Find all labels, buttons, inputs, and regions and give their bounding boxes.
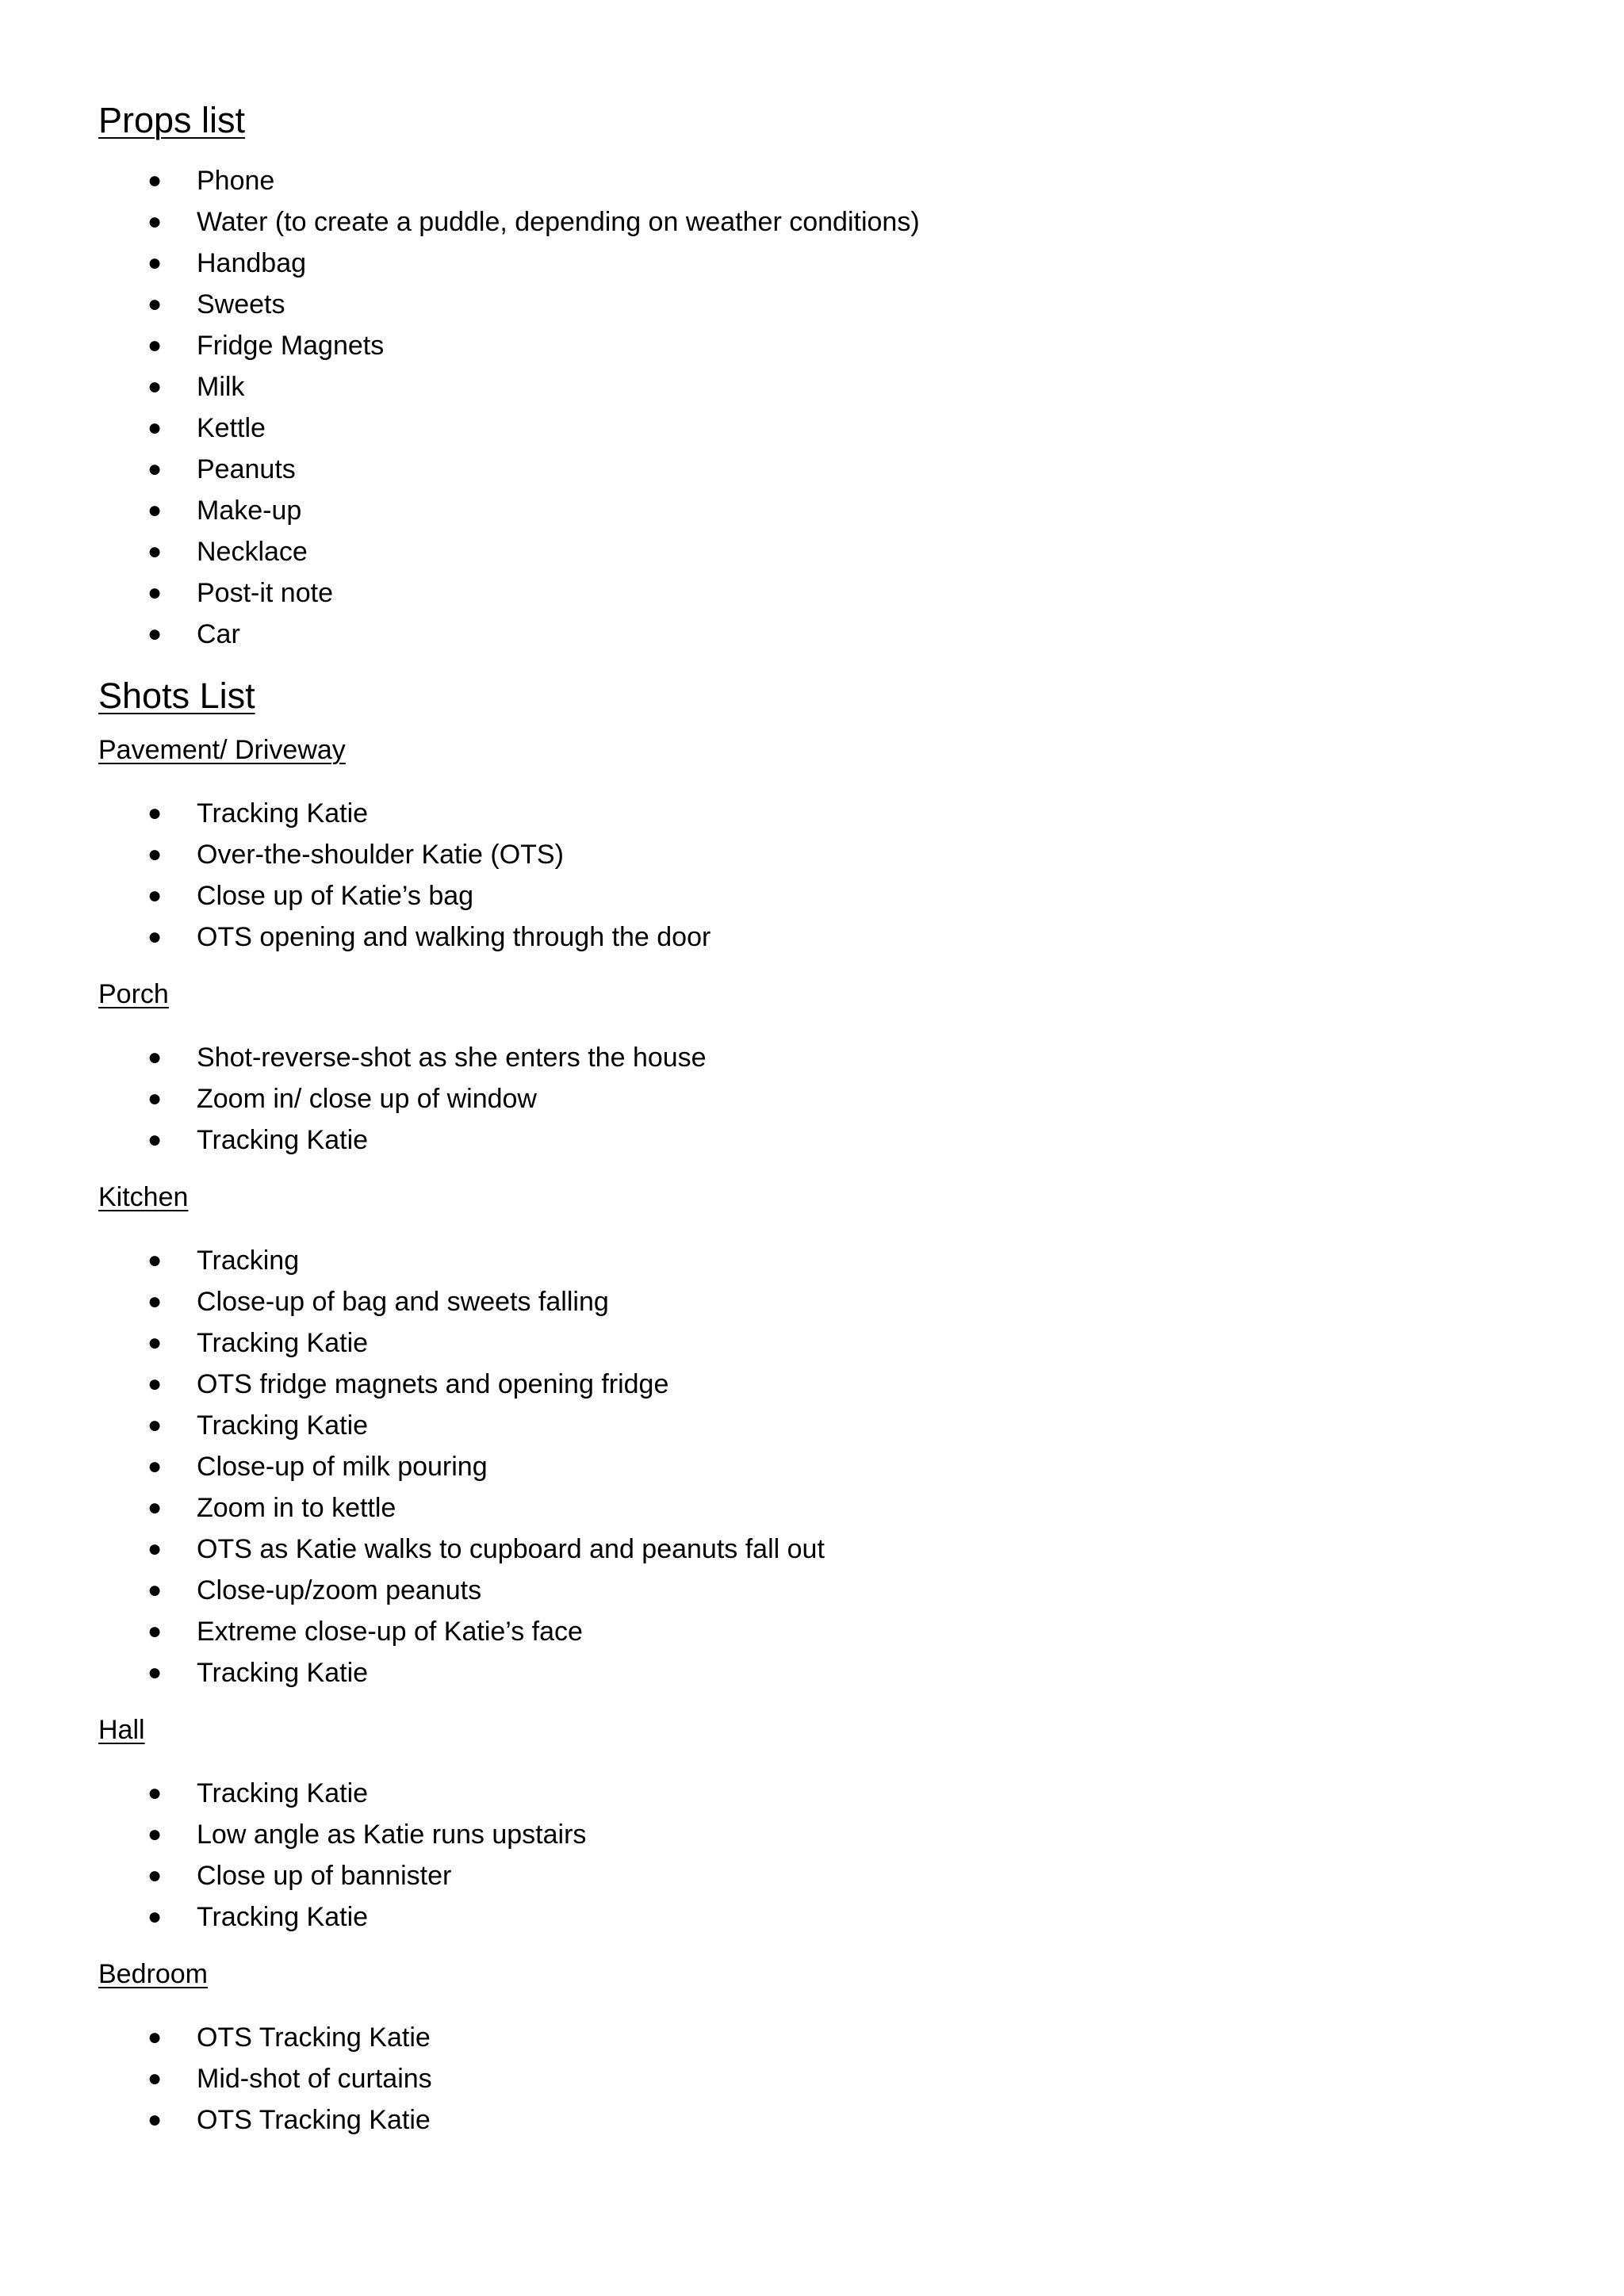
bullet-icon: ●	[147, 1618, 163, 1644]
bullet-icon: ●	[147, 1044, 163, 1070]
list-item-text: Make-up	[197, 496, 302, 526]
shot-group	[98, 1711, 1526, 1938]
bullet-icon: ●	[147, 373, 163, 400]
list-item	[98, 160, 1526, 201]
list-item-text: Shot-reverse-shot as she enters the house	[197, 1043, 707, 1073]
list-item	[98, 2058, 1526, 2099]
list-item-text: Post-it note	[197, 578, 333, 608]
bullet-icon: ●	[147, 497, 163, 523]
shot-group	[98, 1178, 1526, 1693]
list-item-text: Tracking Katie	[197, 1328, 369, 1358]
list-item-text: Milk	[197, 372, 245, 402]
bullet-icon: ●	[147, 538, 163, 564]
list-item	[98, 2099, 1526, 2141]
list-item	[98, 1240, 1526, 1281]
list-item	[98, 1570, 1526, 1611]
shot-group-list	[98, 1037, 1526, 1161]
bullet-icon: ●	[147, 2024, 163, 2050]
bullet-icon: ●	[147, 841, 163, 867]
bullet-icon: ●	[147, 1536, 163, 1562]
bullet-icon: ●	[147, 456, 163, 482]
bullet-icon: ●	[147, 924, 163, 950]
list-item-text: Tracking Katie	[197, 1410, 369, 1441]
bullet-icon: ●	[147, 1577, 163, 1603]
list-item	[98, 490, 1526, 531]
list-item	[98, 1855, 1526, 1896]
shot-group-title: Pavement/ Driveway	[98, 735, 346, 765]
list-item-text: Fridge Magnets	[197, 331, 385, 361]
list-item	[98, 614, 1526, 655]
list-item	[98, 1814, 1526, 1855]
bullet-icon: ●	[147, 621, 163, 647]
list-item	[98, 531, 1526, 572]
bullet-icon: ●	[147, 800, 163, 826]
list-item	[98, 1037, 1526, 1078]
list-item-text: Sweets	[197, 289, 285, 320]
list-item-text: Low angle as Katie runs upstairs	[197, 1820, 587, 1850]
shots-list-heading: Shots List	[98, 675, 255, 716]
list-item	[98, 1281, 1526, 1322]
list-item-text: Necklace	[197, 537, 308, 567]
list-item-text: Kettle	[197, 413, 266, 443]
bullet-icon: ●	[147, 1085, 163, 1112]
list-item	[98, 916, 1526, 958]
bullet-icon: ●	[147, 580, 163, 606]
bullet-icon: ●	[147, 167, 163, 193]
list-item	[98, 366, 1526, 408]
bullet-icon: ●	[147, 1904, 163, 1930]
list-item-text: Zoom in to kettle	[197, 1493, 396, 1523]
bullet-icon: ●	[147, 1330, 163, 1356]
bullet-icon: ●	[147, 1862, 163, 1888]
list-item	[98, 408, 1526, 449]
bullet-icon: ●	[147, 1412, 163, 1438]
list-item	[98, 1322, 1526, 1364]
props-list	[98, 160, 1526, 655]
bullet-icon: ●	[147, 1247, 163, 1273]
list-item-text: OTS opening and walking through the door	[197, 922, 711, 952]
bullet-icon: ●	[147, 291, 163, 317]
list-item-text: OTS as Katie walks to cupboard and peanuts fall out	[197, 1534, 825, 1564]
shot-group	[98, 1955, 1526, 2141]
bullet-icon: ●	[147, 1453, 163, 1479]
list-item	[98, 1119, 1526, 1161]
shot-group-list	[98, 793, 1526, 958]
list-item-text: Water (to create a puddle, depending on weather conditions)	[197, 207, 920, 237]
list-item	[98, 1896, 1526, 1938]
list-item-text: Mid-shot of curtains	[197, 2064, 432, 2094]
list-item-text: Peanuts	[197, 454, 296, 484]
list-item	[98, 1611, 1526, 1652]
shot-group-title: Hall	[98, 1715, 145, 1745]
shot-groups	[98, 731, 1526, 2141]
list-item	[98, 1405, 1526, 1446]
list-item-text: Over-the-shoulder Katie (OTS)	[197, 840, 564, 870]
list-item-text: Tracking Katie	[197, 1778, 369, 1808]
shot-group	[98, 731, 1526, 958]
list-item-text: OTS fridge magnets and opening fridge	[197, 1369, 669, 1399]
shot-group-list	[98, 1773, 1526, 1938]
list-item-text: Close-up of bag and sweets falling	[197, 1287, 609, 1317]
bullet-icon: ●	[147, 332, 163, 358]
bullet-icon: ●	[147, 1821, 163, 1847]
list-item	[98, 284, 1526, 325]
bullet-icon: ●	[147, 209, 163, 235]
list-item-text: Extreme close-up of Katie’s face	[197, 1617, 583, 1647]
bullet-icon: ●	[147, 1780, 163, 1806]
list-item-text: Close-up/zoom peanuts	[197, 1575, 482, 1605]
bullet-icon: ●	[147, 1127, 163, 1153]
list-item	[98, 793, 1526, 834]
list-item	[98, 201, 1526, 243]
shot-group	[98, 975, 1526, 1161]
bullet-icon: ●	[147, 1288, 163, 1314]
list-item-text: Zoom in/ close up of window	[197, 1084, 537, 1114]
bullet-icon: ●	[147, 1659, 163, 1686]
list-item	[98, 1446, 1526, 1487]
list-item-text: Close up of Katie’s bag	[197, 881, 474, 911]
list-item-text: Close up of bannister	[197, 1861, 452, 1891]
list-item	[98, 1487, 1526, 1529]
list-item-text: Handbag	[197, 248, 307, 278]
list-item-text: Car	[197, 619, 240, 649]
list-item	[98, 1364, 1526, 1405]
list-item-text: Tracking	[197, 1246, 300, 1276]
list-item	[98, 1773, 1526, 1814]
bullet-icon: ●	[147, 1494, 163, 1521]
list-item	[98, 834, 1526, 875]
shot-group-title: Porch	[98, 979, 169, 1009]
list-item-text: Close-up of milk pouring	[197, 1452, 488, 1482]
shot-group-list	[98, 1240, 1526, 1693]
bullet-icon: ●	[147, 2107, 163, 2133]
list-item	[98, 1078, 1526, 1119]
list-item-text: Tracking Katie	[197, 1125, 369, 1155]
bullet-icon: ●	[147, 882, 163, 909]
props-list-heading: Props list	[98, 100, 246, 140]
list-item-text: Phone	[197, 166, 275, 196]
shot-group-title: Kitchen	[98, 1182, 189, 1212]
list-item	[98, 1529, 1526, 1570]
list-item	[98, 572, 1526, 614]
shot-group-title: Bedroom	[98, 1959, 208, 1989]
bullet-icon: ●	[147, 2065, 163, 2091]
list-item	[98, 243, 1526, 284]
list-item-text: Tracking Katie	[197, 1902, 369, 1932]
list-item	[98, 1652, 1526, 1693]
list-item-text: OTS Tracking Katie	[197, 2105, 431, 2135]
bullet-icon: ●	[147, 250, 163, 276]
list-item-text: Tracking Katie	[197, 798, 369, 828]
list-item	[98, 449, 1526, 490]
list-item	[98, 2017, 1526, 2058]
shot-group-list	[98, 2017, 1526, 2141]
bullet-icon: ●	[147, 415, 163, 441]
list-item-text: OTS Tracking Katie	[197, 2022, 431, 2053]
document-page	[98, 97, 1526, 2158]
list-item	[98, 325, 1526, 366]
list-item-text: Tracking Katie	[197, 1658, 369, 1688]
bullet-icon: ●	[147, 1371, 163, 1397]
list-item	[98, 875, 1526, 916]
